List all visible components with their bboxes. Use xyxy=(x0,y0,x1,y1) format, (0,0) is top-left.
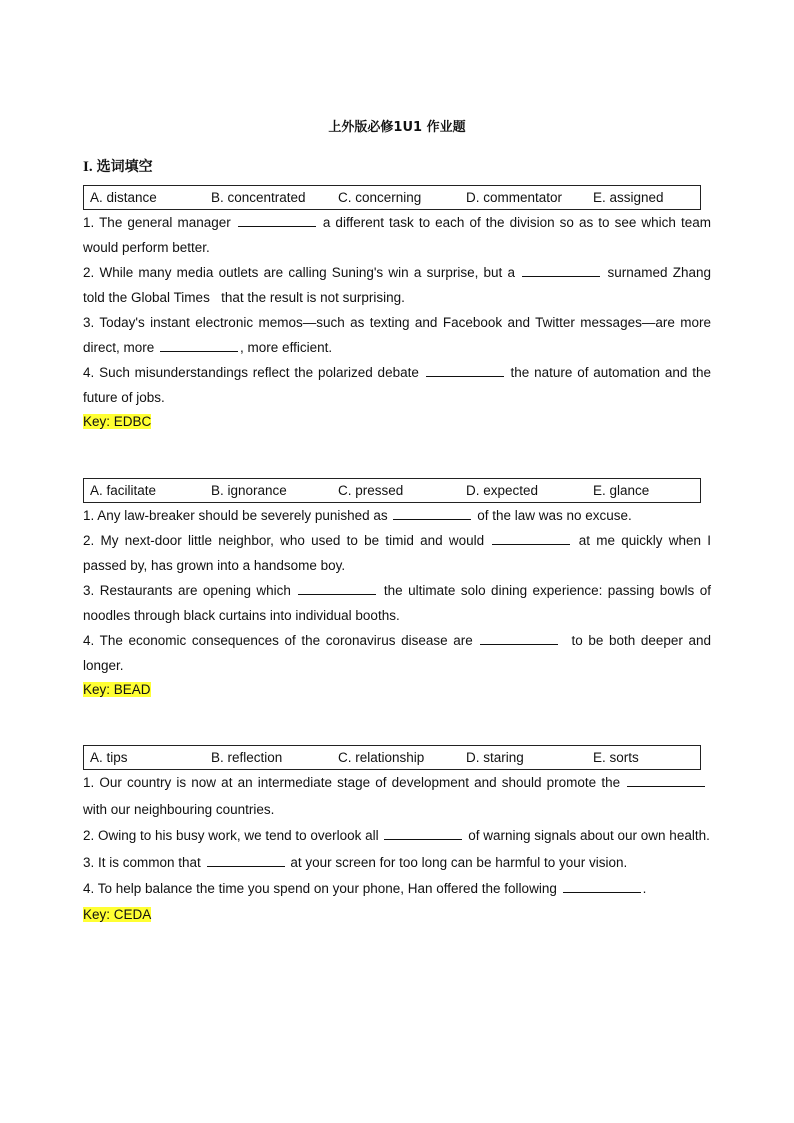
question: 2. Owing to his busy work, we tend to overlook all of warning signals about our own health. xyxy=(83,823,711,850)
word-option: A. tips xyxy=(90,750,128,765)
question: 1. The general manager a different task to each of the division so as to see which team would perform better. xyxy=(83,210,711,260)
word-option: D. expected xyxy=(466,483,539,498)
question: 2. While many media outlets are calling Suning's win a surprise, but a surnamed Zhang told the Global Times that the result is not surprising. xyxy=(83,260,711,310)
answer-blank[interactable] xyxy=(238,212,316,227)
answer-blank[interactable] xyxy=(384,825,462,840)
section-label: 选词填空 xyxy=(96,159,153,175)
exercise-group-2 xyxy=(83,478,711,701)
exercise-group-3 xyxy=(83,745,711,926)
answer-key: Key: CEDA xyxy=(83,906,152,922)
question: 3. Restaurants are opening which the ultimate solo dining experience: passing bowls of noodles through black curtains into individual booths. xyxy=(83,578,711,628)
answer-blank[interactable] xyxy=(207,852,285,867)
answer-blank[interactable] xyxy=(563,878,641,893)
answer-blank[interactable] xyxy=(492,530,570,545)
word-option: B. ignorance xyxy=(211,483,287,498)
word-bank-box xyxy=(83,185,701,210)
word-bank-box xyxy=(83,745,701,770)
word-option: D. staring xyxy=(466,750,524,765)
word-option: A. distance xyxy=(90,190,157,205)
word-option: C. pressed xyxy=(338,483,404,498)
word-option: D. commentator xyxy=(466,190,563,205)
word-option: C. relationship xyxy=(338,750,425,765)
question: 4. To help balance the time you spend on your phone, Han offered the following . xyxy=(83,876,711,903)
answer-blank[interactable] xyxy=(160,337,238,352)
answer-blank[interactable] xyxy=(480,630,558,645)
answer-blank[interactable] xyxy=(522,262,600,277)
word-bank-box xyxy=(83,478,701,503)
answer-blank[interactable] xyxy=(426,362,504,377)
exercise-group-1 xyxy=(83,185,711,433)
word-option: E. sorts xyxy=(593,750,639,765)
question: 4. The economic consequences of the coronavirus disease are to be both deeper and longer. xyxy=(83,628,711,678)
question: 2. My next-door little neighbor, who used to be timid and would at me quickly when I passed by, has grown into a handsome boy. xyxy=(83,528,711,578)
section-number: I. xyxy=(83,159,93,175)
answer-key: Key: EDBC xyxy=(83,414,152,429)
answer-key: Key: BEAD xyxy=(83,682,151,697)
answer-blank[interactable] xyxy=(298,580,376,595)
answer-blank[interactable] xyxy=(627,772,705,787)
word-option: E. glance xyxy=(593,483,650,498)
word-option: B. reflection xyxy=(211,750,283,765)
question: 1. Any law-breaker should be severely punished as of the law was no excuse. xyxy=(83,503,711,528)
page-title: 上外版必修1U1 作业题 xyxy=(328,120,466,135)
section-heading xyxy=(83,156,153,176)
answer-blank[interactable] xyxy=(393,505,471,520)
word-option: E. assigned xyxy=(593,190,664,205)
word-option: B. concentrated xyxy=(211,190,306,205)
question: 1. Our country is now at an intermediate stage of development and should promote the with our neighbouring countries. xyxy=(83,770,711,823)
word-option: A. facilitate xyxy=(90,483,157,498)
question: 3. It is common that at your screen for too long can be harmful to your vision. xyxy=(83,850,711,877)
question: 3. Today's instant electronic memos—such as texting and Facebook and Twitter messages—are more direct, more , more efficient. xyxy=(83,315,711,355)
question: 4. Such misunderstandings reflect the polarized debate the nature of automation and the future of jobs. xyxy=(83,360,711,410)
word-option: C. concerning xyxy=(338,190,422,205)
